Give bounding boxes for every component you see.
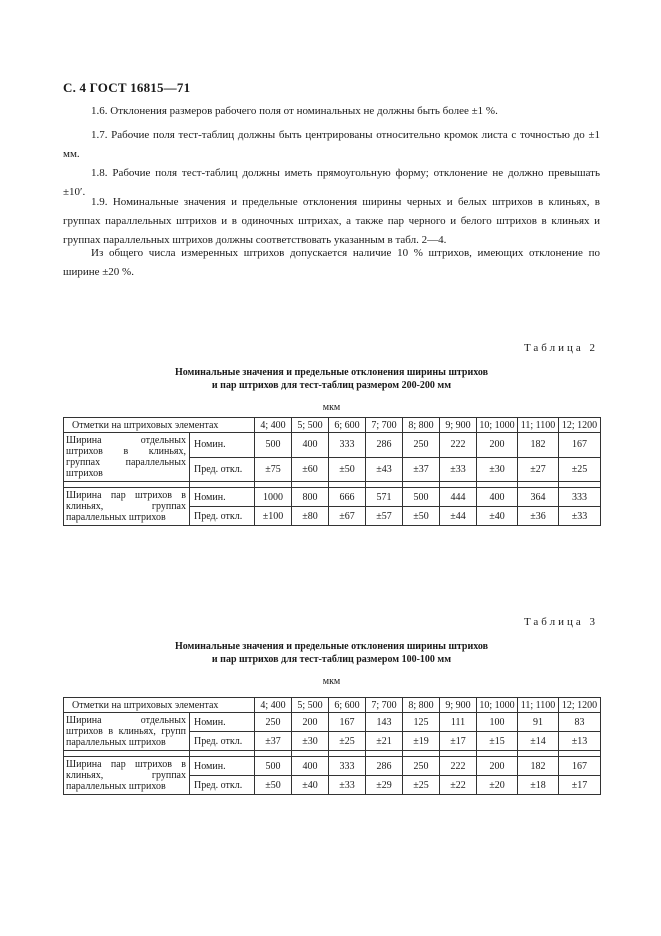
value-cell: ±40 <box>292 776 329 795</box>
group-name-cell <box>64 713 190 751</box>
value-cell: 167 <box>559 433 601 458</box>
table-3 <box>63 697 601 795</box>
value-cell: ±27 <box>518 457 559 482</box>
group-name-cell <box>64 433 190 482</box>
value-cell: ±67 <box>329 507 366 526</box>
value-cell: ±36 <box>518 507 559 526</box>
table-row <box>64 713 601 732</box>
value-cell: 400 <box>477 488 518 507</box>
value-cell: 400 <box>292 433 329 458</box>
value-cell: ±37 <box>255 732 292 751</box>
column-header-marks: Отметки на штриховых элементах <box>64 698 255 713</box>
value-cell: 333 <box>559 488 601 507</box>
value-cell: 250 <box>403 757 440 776</box>
table-header-row <box>64 698 601 713</box>
value-cell: 500 <box>403 488 440 507</box>
value-cell: ±60 <box>292 457 329 482</box>
group-name-cell <box>64 757 190 795</box>
value-cell: 800 <box>292 488 329 507</box>
value-cell: ±25 <box>329 732 366 751</box>
value-cell: 200 <box>292 713 329 732</box>
value-cell: 571 <box>366 488 403 507</box>
value-cell: ±18 <box>518 776 559 795</box>
column-header: 10; 1000 <box>477 698 518 713</box>
column-header: 9; 900 <box>440 698 477 713</box>
value-cell: ±25 <box>403 776 440 795</box>
value-cell: 125 <box>403 713 440 732</box>
column-header: 12; 1200 <box>559 698 601 713</box>
table-2-unit: мкм <box>322 402 341 413</box>
table-row <box>64 757 601 776</box>
group-name: Ширина пар штрихов в клиньях, группах параллельных штрихов <box>66 490 186 523</box>
paragraph-1-6: 1.6. Отклонения размеров рабочего поля от номинальных не должны быть более ±1 %. <box>91 105 498 117</box>
value-cell: ±14 <box>518 732 559 751</box>
column-header: 4; 400 <box>255 418 292 433</box>
value-cell: ±44 <box>440 507 477 526</box>
row-kind: Пред. откл. <box>190 457 255 482</box>
value-cell: 182 <box>518 433 559 458</box>
row-kind: Номин. <box>190 757 255 776</box>
group-name: Ширина отдельных штрихов в клиньях, групп параллельных штрихов <box>66 715 186 748</box>
column-header: 6; 600 <box>329 698 366 713</box>
group-name: Ширина отдельных штрихов в клиньях, группах параллельных штрихов <box>66 435 186 479</box>
table-row <box>64 433 601 458</box>
table-header-row <box>64 418 601 433</box>
table-3-label: Таблица 3 <box>523 616 598 628</box>
value-cell: ±100 <box>255 507 292 526</box>
value-cell: 167 <box>559 757 601 776</box>
table-3-title-line2: и пар штрихов для тест-таблиц размером 100-100 мм <box>211 654 452 665</box>
value-cell: ±40 <box>477 507 518 526</box>
value-cell: ±50 <box>403 507 440 526</box>
value-cell: 222 <box>440 757 477 776</box>
value-cell: 286 <box>366 433 403 458</box>
value-cell: ±29 <box>366 776 403 795</box>
value-cell: 250 <box>255 713 292 732</box>
column-header: 11; 1100 <box>518 418 559 433</box>
value-cell: 444 <box>440 488 477 507</box>
value-cell: 333 <box>329 757 366 776</box>
table-3-title-line1: Номинальные значения и предельные отклонения ширины штрихов <box>174 641 489 652</box>
page-header: С. 4 ГОСТ 16815—71 <box>63 80 191 95</box>
row-kind: Номин. <box>190 488 255 507</box>
value-cell: 111 <box>440 713 477 732</box>
value-cell: ±57 <box>366 507 403 526</box>
group-name: Ширина пар штрихов в клиньях, группах параллельных штрихов <box>66 759 186 792</box>
value-cell: 91 <box>518 713 559 732</box>
value-cell: ±17 <box>559 776 601 795</box>
value-cell: ±19 <box>403 732 440 751</box>
table-2 <box>63 417 601 526</box>
value-cell: ±75 <box>255 457 292 482</box>
paragraph-1-8: 1.8. Рабочие поля тест-таблиц должны иметь прямоугольную форму; отклонение не должно превышать ±10′. <box>63 167 600 198</box>
column-header: 11; 1100 <box>518 698 559 713</box>
group-name-cell <box>64 488 190 526</box>
value-cell: 100 <box>477 713 518 732</box>
value-cell: ±37 <box>403 457 440 482</box>
value-cell: 500 <box>255 757 292 776</box>
column-header: 5; 500 <box>292 418 329 433</box>
value-cell: 666 <box>329 488 366 507</box>
column-header-marks: Отметки на штриховых элементах <box>64 418 255 433</box>
value-cell: ±30 <box>292 732 329 751</box>
column-header: 8; 800 <box>403 418 440 433</box>
row-kind: Номин. <box>190 713 255 732</box>
table-2-label: Таблица 2 <box>523 342 598 354</box>
value-cell: 182 <box>518 757 559 776</box>
value-cell: ±80 <box>292 507 329 526</box>
value-cell: ±17 <box>440 732 477 751</box>
value-cell: 200 <box>477 433 518 458</box>
value-cell: 286 <box>366 757 403 776</box>
value-cell: 1000 <box>255 488 292 507</box>
value-cell: 143 <box>366 713 403 732</box>
row-kind: Пред. откл. <box>190 507 255 526</box>
value-cell: 364 <box>518 488 559 507</box>
row-kind: Пред. откл. <box>190 732 255 751</box>
value-cell: ±25 <box>559 457 601 482</box>
paragraph-1-9: 1.9. Номинальные значения и предельные отклонения ширины черных и белых штрихов в клиньях, в группах параллельных штрихов и в одиночных штрихах, а также пар черного и белого штрихов в клиньях и группах параллельных штрихов должны соответствовать указанным в табл. 2—4. <box>63 196 600 246</box>
value-cell: ±33 <box>440 457 477 482</box>
row-kind: Номин. <box>190 433 255 458</box>
value-cell: 222 <box>440 433 477 458</box>
column-header: 7; 700 <box>366 698 403 713</box>
value-cell: ±33 <box>329 776 366 795</box>
value-cell: ±33 <box>559 507 601 526</box>
column-header: 8; 800 <box>403 698 440 713</box>
value-cell: 250 <box>403 433 440 458</box>
column-header: 7; 700 <box>366 418 403 433</box>
column-header: 5; 500 <box>292 698 329 713</box>
column-header: 6; 600 <box>329 418 366 433</box>
value-cell: 333 <box>329 433 366 458</box>
value-cell: ±43 <box>366 457 403 482</box>
column-header: 10; 1000 <box>477 418 518 433</box>
value-cell: ±50 <box>329 457 366 482</box>
table-2-title-line1: Номинальные значения и предельные отклонения ширины штрихов <box>174 367 489 378</box>
column-header: 12; 1200 <box>559 418 601 433</box>
value-cell: 200 <box>477 757 518 776</box>
value-cell: 83 <box>559 713 601 732</box>
value-cell: ±15 <box>477 732 518 751</box>
value-cell: ±21 <box>366 732 403 751</box>
value-cell: ±22 <box>440 776 477 795</box>
value-cell: 167 <box>329 713 366 732</box>
table-row <box>64 488 601 507</box>
row-kind: Пред. откл. <box>190 776 255 795</box>
value-cell: ±50 <box>255 776 292 795</box>
table-3-unit: мкм <box>322 676 341 687</box>
value-cell: 400 <box>292 757 329 776</box>
paragraph-deviation: Из общего числа измеренных штрихов допускается наличие 10 % штрихов, имеющих отклонение по ширине ±20 %. <box>63 247 600 278</box>
value-cell: ±20 <box>477 776 518 795</box>
paragraph-1-7: 1.7. Рабочие поля тест-таблиц должны быть центрированы относительно кромок листа с точностью до ±1 мм. <box>63 129 600 160</box>
value-cell: ±30 <box>477 457 518 482</box>
column-header: 9; 900 <box>440 418 477 433</box>
value-cell: 500 <box>255 433 292 458</box>
table-2-title-line2: и пар штрихов для тест-таблиц размером 200-200 мм <box>211 380 452 391</box>
value-cell: ±13 <box>559 732 601 751</box>
column-header: 4; 400 <box>255 698 292 713</box>
